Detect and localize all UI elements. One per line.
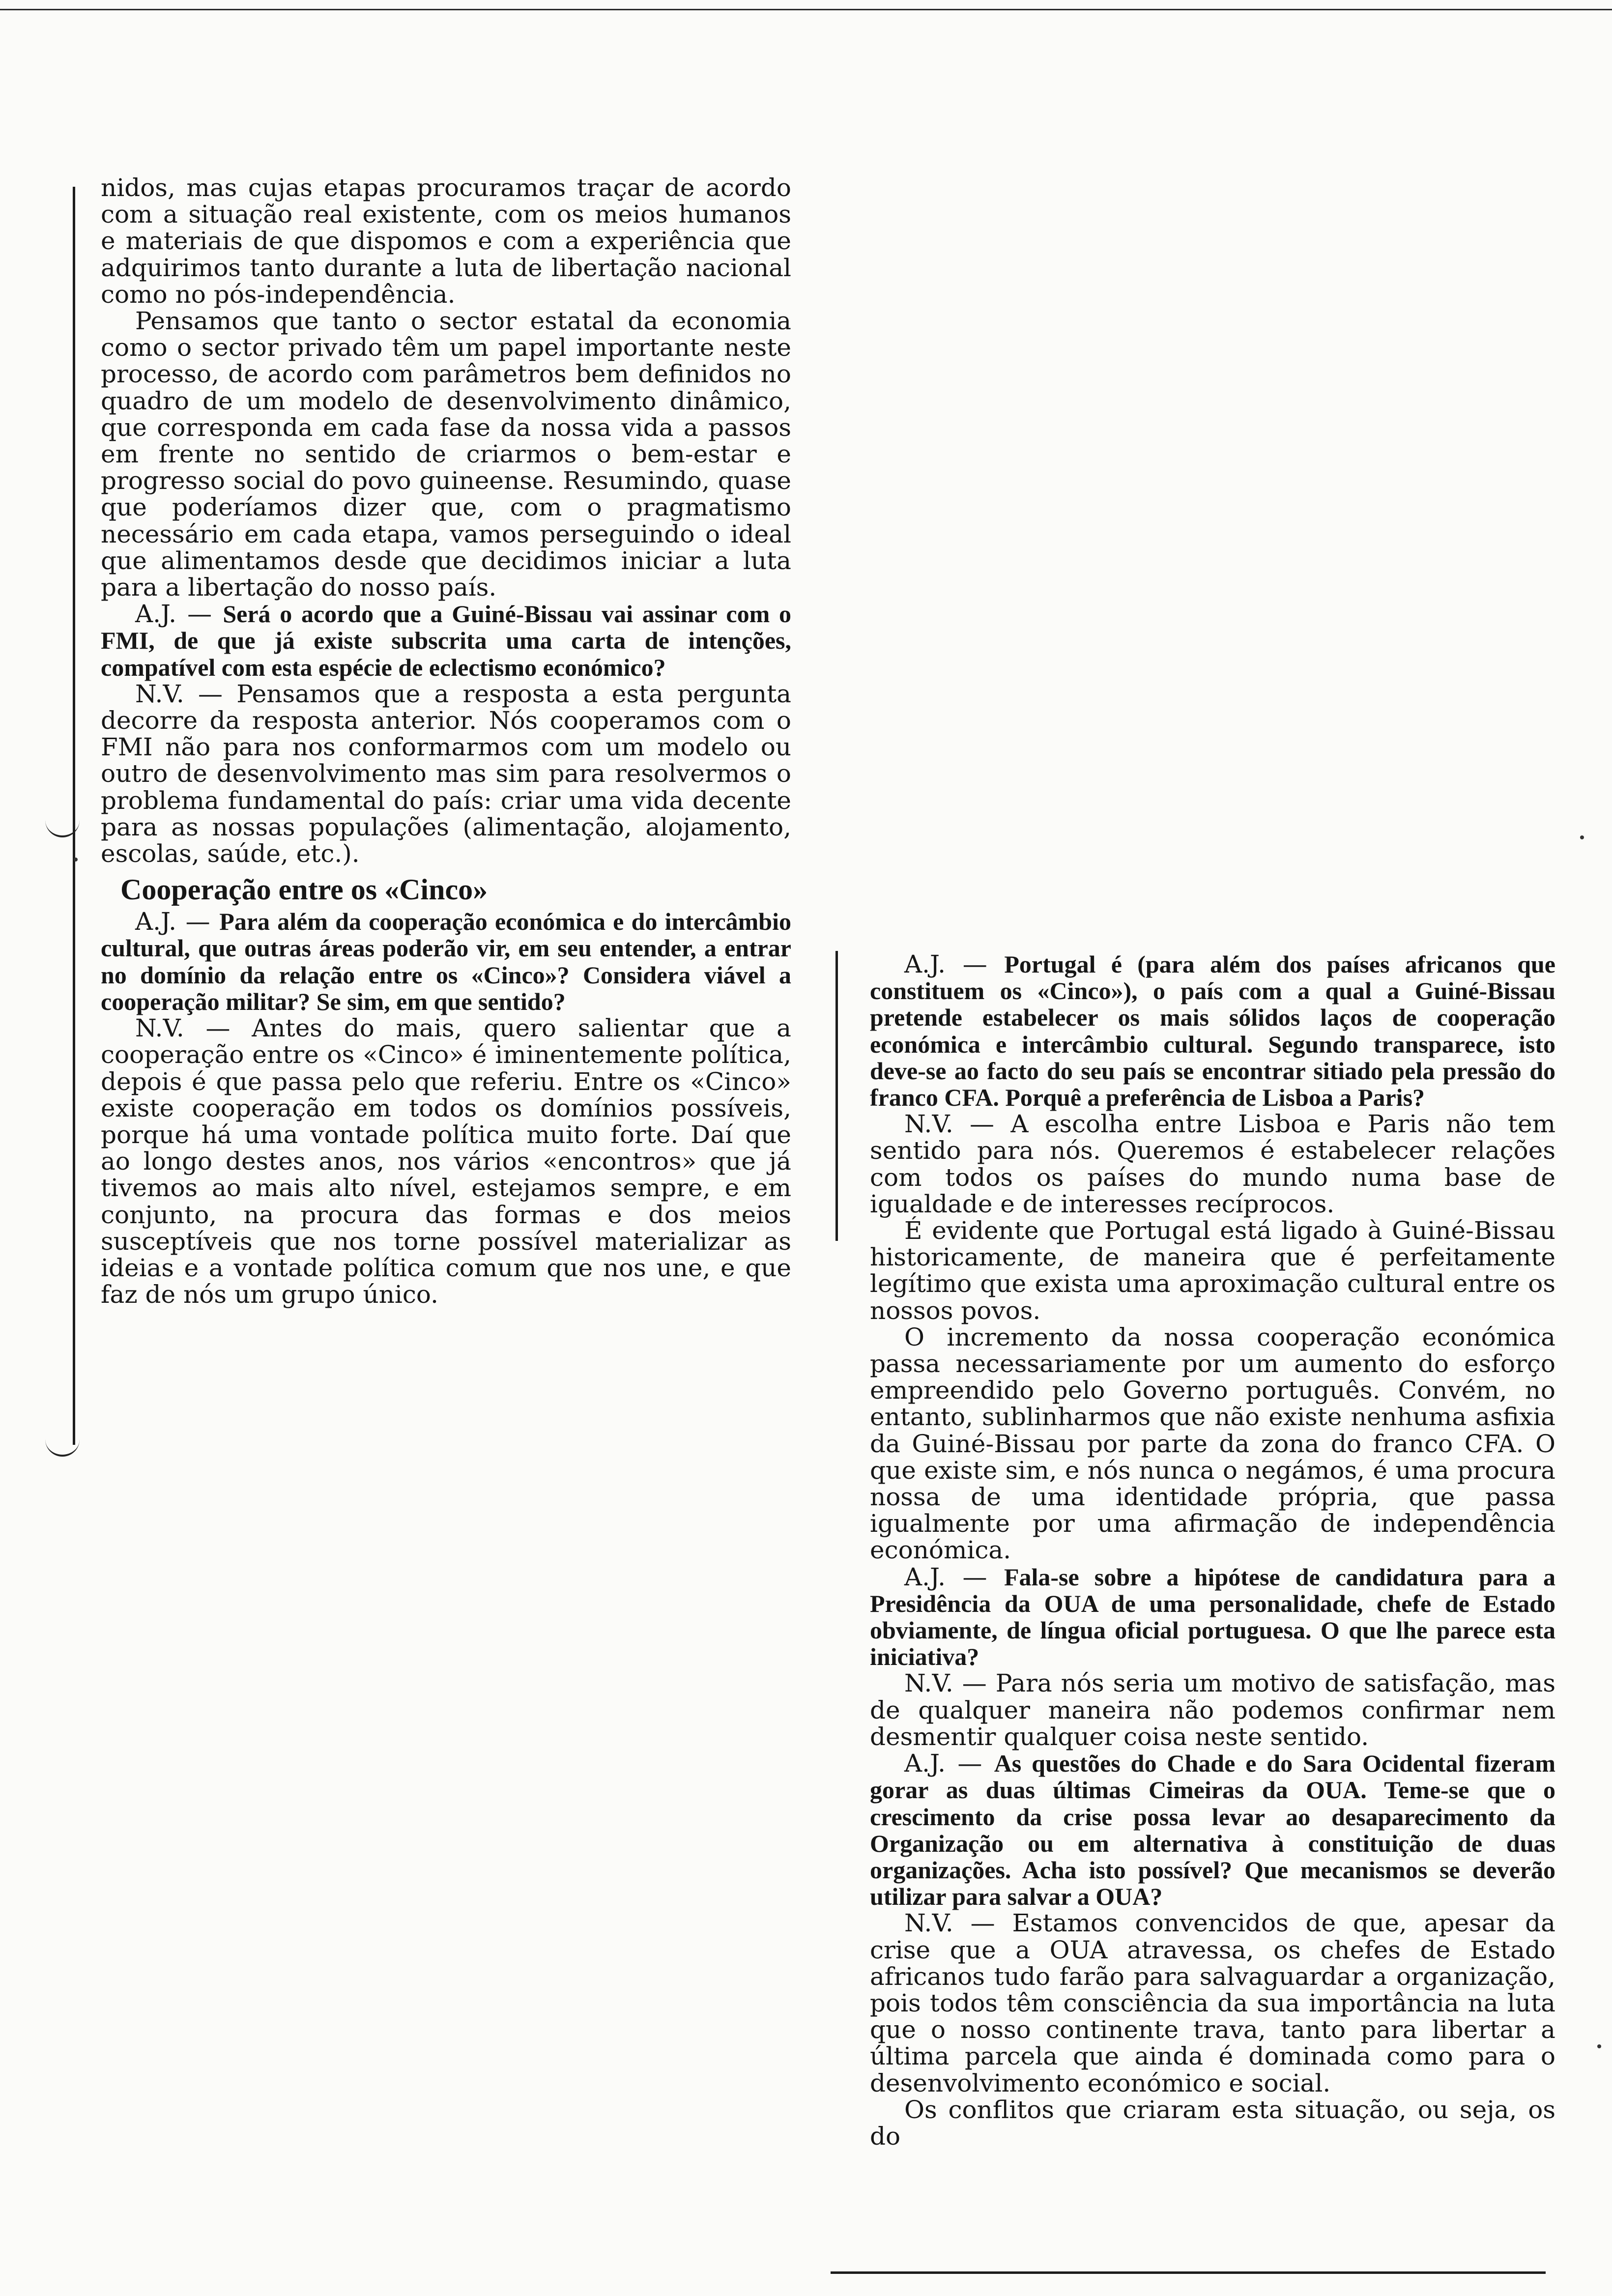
answer-1 <box>101 681 791 867</box>
speaker-tag: N.V. — <box>135 1014 230 1043</box>
section-subheading: Cooperação entre os «Cinco» <box>120 873 488 906</box>
answer-text: Antes do mais, quero salientar que a cooperação entre os «Cinco» é iminentemente política, depois é que passa pelo que referiu. Entre os «Cinco» existe cooperação em todos os domínios possíveis, porque há uma vontade política muito forte. Daí que ao longo destes anos, nos vários «encontros» que já tivemos ao mais alto nível, estejamos sempre, e em conjunto, na procura das formas e dos meios susceptíveis que nos torne possível materializar as ideias e a vontade política comum que nos une, e que faz de nós um grupo único. <box>101 1014 791 1309</box>
margin-mark <box>45 1435 80 1457</box>
answer-3 <box>870 1111 1555 1217</box>
speaker-tag: A.J. — <box>904 950 987 978</box>
speaker-tag: A.J. — <box>904 1749 982 1778</box>
right-column-rule <box>835 951 838 1241</box>
body-paragraph: Pensamos que tanto o sector estatal da economia como o sector privado têm um papel importante neste processo, de acordo com parâmetros bem definidos no quadro de um modelo de desenvolvimento dinâmico, que corresponda em cada fase da nossa vida a passos em frente no sentido de criarmos o bem-estar e progresso social do povo guineense. Resumindo, quase que poderíamos dizer que, com o pragmatismo necessário em cada etapa, vamos perseguindo o ideal que alimentamos desde que decidimos iniciar a luta para a libertação do nosso país. <box>101 307 791 602</box>
speaker-tag: N.V. — <box>904 1909 995 1938</box>
question-2 <box>101 908 791 1015</box>
body-paragraph: É evidente que Portugal está ligado à Guiné-Bissau historicamente, de maneira que é perfeitamente legítimo que exista uma aproximação cultural entre os nossos povos. <box>870 1216 1555 1325</box>
speaker-tag: A.J. — <box>135 907 210 936</box>
question-text: Para além da cooperação económica e do intercâmbio cultural, que outras áreas poderão vir, em seu entender, a entrar no domínio da relação entre os «Cinco»? Considera viável a cooperação militar? Se sim, em que sentido? <box>101 908 791 1015</box>
speaker-tag: A.J. — <box>904 1562 987 1591</box>
body-paragraph: nidos, mas cujas etapas procuramos traçar de acordo com a situação real existente, com os meios humanos e materiais de que dispomos e com a experiência que adquirimos tanto durante a luta de libertação nacional como no pós-independência. <box>101 173 791 309</box>
speaker-tag: N.V. — <box>904 1669 987 1698</box>
question-text: Fala-se sobre a hipótese de candidatura para a Presidência da OUA de uma personalidade, chefe de Estado obviamente, de língua oficial portuguesa. O que lhe parece esta iniciativa? <box>870 1563 1555 1671</box>
answer-text: Pensamos que a resposta a esta pergunta decorre da resposta anterior. Nós cooperamos com o FMI não para nos conformarmos com um modelo ou outro de desenvolvimento mas sim para resolvermos o problema fundamental do país: criar uma vida decente para as nossas populações (alimentação, alojamento, escolas, saúde, etc.). <box>101 679 791 868</box>
question-text: As questões do Chade e do Sara Ocidental fizeram gorar as duas últimas Cimeiras da OUA. Teme-se que o crescimento da crise possa levar ao desaparecimento da Organização ou em alternativa à constituição de duas organizações. Acha isto possível? Que mecanismos se deverão utilizar para salvar a OUA? <box>870 1750 1555 1911</box>
scan-speck <box>1597 2044 1601 2048</box>
question-text: Será o acordo que a Guiné-Bissau vai assinar com o FMI, de que já existe subscrita uma carta de intenções, compatível com esta espécie de eclectismo económico? <box>101 600 791 681</box>
scan-speck <box>74 858 78 861</box>
page-top-rule <box>0 9 1612 10</box>
scan-speck <box>1580 835 1584 839</box>
question-5 <box>870 1750 1555 1910</box>
answer-text: A escolha entre Lisboa e Paris não tem sentido para nós. Queremos é estabelecer relações com todos os países do mundo numa base de igualdade e de interesses recíprocos. <box>870 1110 1555 1218</box>
question-4 <box>870 1564 1555 1670</box>
answer-5 <box>870 1910 1555 2096</box>
answer-text: Para nós seria um motivo de satisfação, mas de qualquer maneira não podemos confirmar nem desmentir qualquer coisa neste sentido. <box>870 1669 1555 1751</box>
body-paragraph: Os conflitos que criaram esta situação, ou seja, os do <box>870 2095 1555 2151</box>
bottom-rule <box>831 2271 1546 2274</box>
speaker-tag: N.V. — <box>904 1110 995 1139</box>
speaker-tag: A.J. — <box>135 600 212 629</box>
body-paragraph: O incremento da nossa cooperação económica passa necessariamente por um aumento do esforço empreendido pelo Governo português. Convém, no entanto, sublinharmos que não existe nenhuma asfixia da Guiné-Bissau por parte da zona do franco CFA. O que existe sim, e nós nunca o negámos, é uma procura nossa de uma identidade própria, que passa igualmente por uma afirmação de independência económica. <box>870 1322 1555 1565</box>
right-column <box>870 951 1555 2150</box>
question-text: Portugal é (para além dos países africanos que constituem os «Cinco»), o país com a qual a Guiné-Bissau pretende estabelecer os mais sólidos laços de cooperação económica e intercâmbio cultural. Segundo transparece, isto deve-se ao facto do seu país se encontrar sitiado pela pressão do franco CFA. Porquê a preferência de Lisboa a Paris? <box>870 950 1555 1112</box>
question-1 <box>101 601 791 681</box>
speaker-tag: N.V. — <box>135 679 223 708</box>
answer-4 <box>870 1670 1555 1750</box>
answer-2 <box>101 1015 791 1308</box>
answer-text: Estamos convencidos de que, apesar da crise que a OUA atravessa, os chefes de Estado africanos tudo farão para salvaguardar a organização, pois todos têm consciência da sua importância na luta que o nosso continente trava, tanto para libertar a última parcela que ainda é dominada como para o desenvolvimento económico e social. <box>870 1909 1555 2097</box>
left-column <box>101 174 791 1308</box>
question-3 <box>870 951 1555 1111</box>
